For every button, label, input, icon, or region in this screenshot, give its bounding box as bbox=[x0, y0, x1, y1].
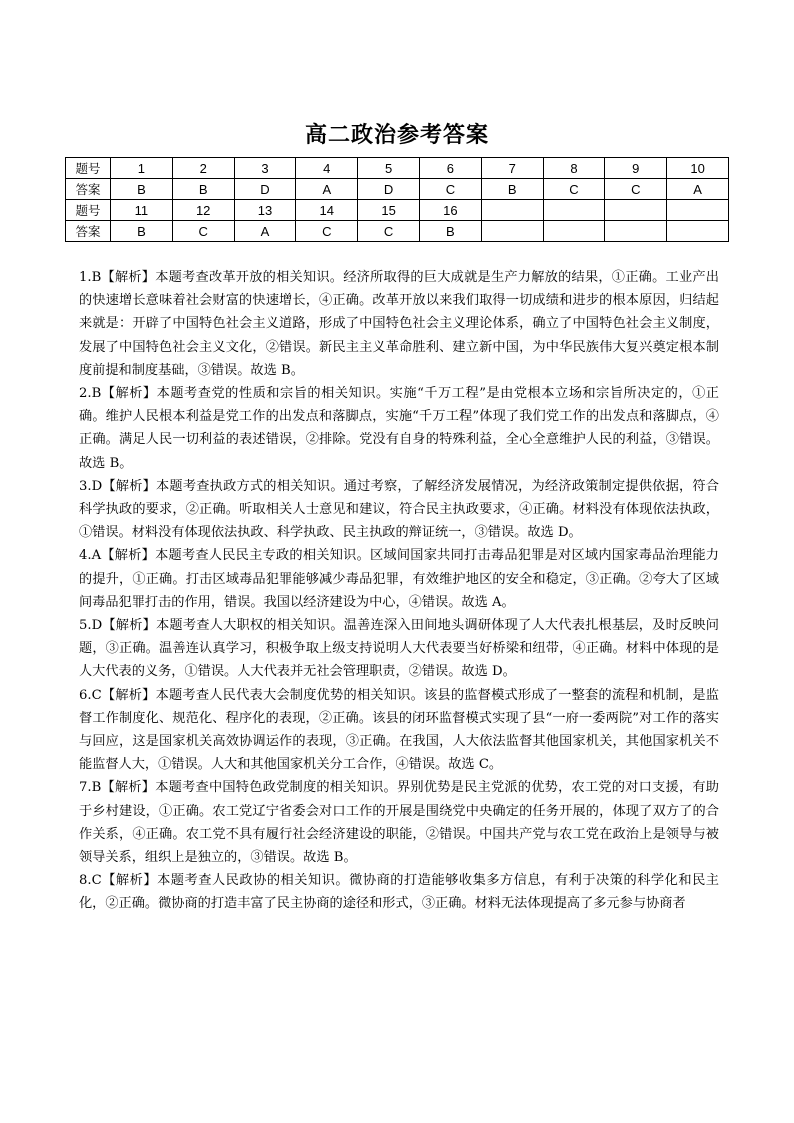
table-cell: C bbox=[605, 179, 667, 200]
table-row bbox=[66, 221, 729, 242]
row-label: 题号 bbox=[66, 158, 111, 179]
table-cell: B bbox=[419, 221, 481, 242]
table-row bbox=[66, 179, 729, 200]
table-cell bbox=[481, 200, 543, 221]
explanation-3: 3.D【解析】本题考查执政方式的相关知识。通过考察，了解经济发展情况，为经济政策制定提供依据，符合科学执政的要求，②正确。听取相关人士意见和建议，符合民主执政要求，④正确。材料没有体现依法执政，①错误。材料没有体现依法执政、科学执政、民主执政的辩证统一，③错误。故选 D。 bbox=[79, 478, 719, 541]
row-label: 答案 bbox=[66, 221, 111, 242]
table-cell: D bbox=[358, 179, 420, 200]
table-cell: A bbox=[234, 221, 296, 242]
table-cell: 15 bbox=[358, 200, 420, 221]
explanation-6: 6.C【解析】本题考查人民代表大会制度优势的相关知识。该县的监督模式形成了一整套的流程和机制，是监督工作制度化、规范化、程序化的表现，②正确。该县的闭环监督模式实现了县“一府一委两院”对工作的落实与回应，这是国家机关高效协调运作的表现，③正确。在我国，人大依法监督其他国家机关，其他国家机关不能监督人大，①错误。人大和其他国家机关分工合作，④错误。故选 C。 bbox=[79, 687, 719, 773]
table-cell: C bbox=[419, 179, 481, 200]
table-cell: B bbox=[481, 179, 543, 200]
table-cell: 4 bbox=[296, 158, 358, 179]
table-cell: 3 bbox=[234, 158, 296, 179]
answer-table bbox=[65, 157, 729, 242]
table-cell: 9 bbox=[605, 158, 667, 179]
table-cell: 16 bbox=[419, 200, 481, 221]
table-cell: C bbox=[543, 179, 605, 200]
table-row bbox=[66, 200, 729, 221]
table-cell: B bbox=[172, 179, 234, 200]
table-cell: B bbox=[111, 221, 173, 242]
table-cell: A bbox=[296, 179, 358, 200]
table-cell: 1 bbox=[111, 158, 173, 179]
explanations bbox=[79, 266, 719, 916]
table-cell: 6 bbox=[419, 158, 481, 179]
table-row bbox=[66, 158, 729, 179]
table-cell: 5 bbox=[358, 158, 420, 179]
table-cell bbox=[667, 221, 729, 242]
table-cell: 14 bbox=[296, 200, 358, 221]
explanation-4: 4.A【解析】本题考查人民民主专政的相关知识。区域间国家共同打击毒品犯罪是对区域内国家毒品治理能力的提升，①正确。打击区域毒品犯罪能够减少毒品犯罪，有效维护地区的安全和稳定，③正确。②夸大了区域间毒品犯罪打击的作用，错误。我国以经济建设为中心，④错误。故选 A。 bbox=[79, 548, 719, 610]
explanation-5: 5.D【解析】本题考查人大职权的相关知识。温善连深入田间地头调研体现了人大代表扎根基层，及时反映问题，③正确。温善连认真学习，积极争取上级支持说明人大代表要当好桥梁和纽带，④正确。材料中体现的是人大代表的义务，①错误。人大代表并无社会管理职责，②错误。故选 D。 bbox=[79, 618, 719, 680]
table-cell: 13 bbox=[234, 200, 296, 221]
table-cell bbox=[543, 221, 605, 242]
page-title: 高二政治参考答案 bbox=[304, 122, 489, 148]
table-cell: 10 bbox=[667, 158, 729, 179]
row-label: 答案 bbox=[66, 179, 111, 200]
row-label: 题号 bbox=[66, 200, 111, 221]
table-cell: A bbox=[667, 179, 729, 200]
table-cell: 11 bbox=[111, 200, 173, 221]
table-cell bbox=[667, 200, 729, 221]
table-cell bbox=[605, 200, 667, 221]
explanation-2: 2.B【解析】本题考查党的性质和宗旨的相关知识。实施“千万工程”是由党根本立场和宗旨所决定的，①正确。维护人民根本利益是党工作的出发点和落脚点，实施“千万工程”体现了我们党工作的出发点和落脚点，④正确。满足人民一切利益的表述错误，②排除。党没有自身的特殊利益，全心全意维护人民的利益，③错误。故选 B。 bbox=[79, 386, 719, 471]
explanation-8: 8.C【解析】本题考查人民政协的相关知识。微协商的打造能够收集多方信息，有利于决策的科学化和民主化，②正确。微协商的打造丰富了民主协商的途径和形式，③正确。材料无法体现提高了多元参与协商者 bbox=[79, 873, 719, 912]
table-cell: 7 bbox=[481, 158, 543, 179]
table-cell bbox=[481, 221, 543, 242]
table-cell: C bbox=[172, 221, 234, 242]
explanation-7: 7.B【解析】本题考查中国特色政党制度的相关知识。界别优势是民主党派的优势，农工党的对口支援，有助于乡村建设，①正确。农工党辽宁省委会对口工作的开展是围绕党中央确定的任务开展的，体现了双方了的合作关系，④正确。农工党不具有履行社会经济建设的职能，②错误。中国共产党与农工党在政治上是领导与被领导关系，组织上是独立的，③错误。故选 B。 bbox=[79, 780, 719, 866]
table-cell: C bbox=[296, 221, 358, 242]
table-cell: C bbox=[358, 221, 420, 242]
table-cell bbox=[605, 221, 667, 242]
table-cell: 8 bbox=[543, 158, 605, 179]
table-cell: B bbox=[111, 179, 173, 200]
table-cell: D bbox=[234, 179, 296, 200]
explanation-1: 1.B【解析】本题考查改革开放的相关知识。经济所取得的巨大成就是生产力解放的结果，①正确。工业产出的快速增长意味着社会财富的快速增长，④正确。改革开放以来我们取得一切成绩和进步的根本原因，归结起来就是：开辟了中国特色社会主义道路，形成了中国特色社会主义理论体系，确立了中国特色社会主义制度，发展了中国特色社会主义文化，②错误。新民主主义革命胜利、建立新中国，为中华民族伟大复兴奠定根本制度前提和制度基础，③错误。故选 B。 bbox=[79, 270, 719, 378]
table-cell bbox=[543, 200, 605, 221]
table-cell: 2 bbox=[172, 158, 234, 179]
table-cell: 12 bbox=[172, 200, 234, 221]
